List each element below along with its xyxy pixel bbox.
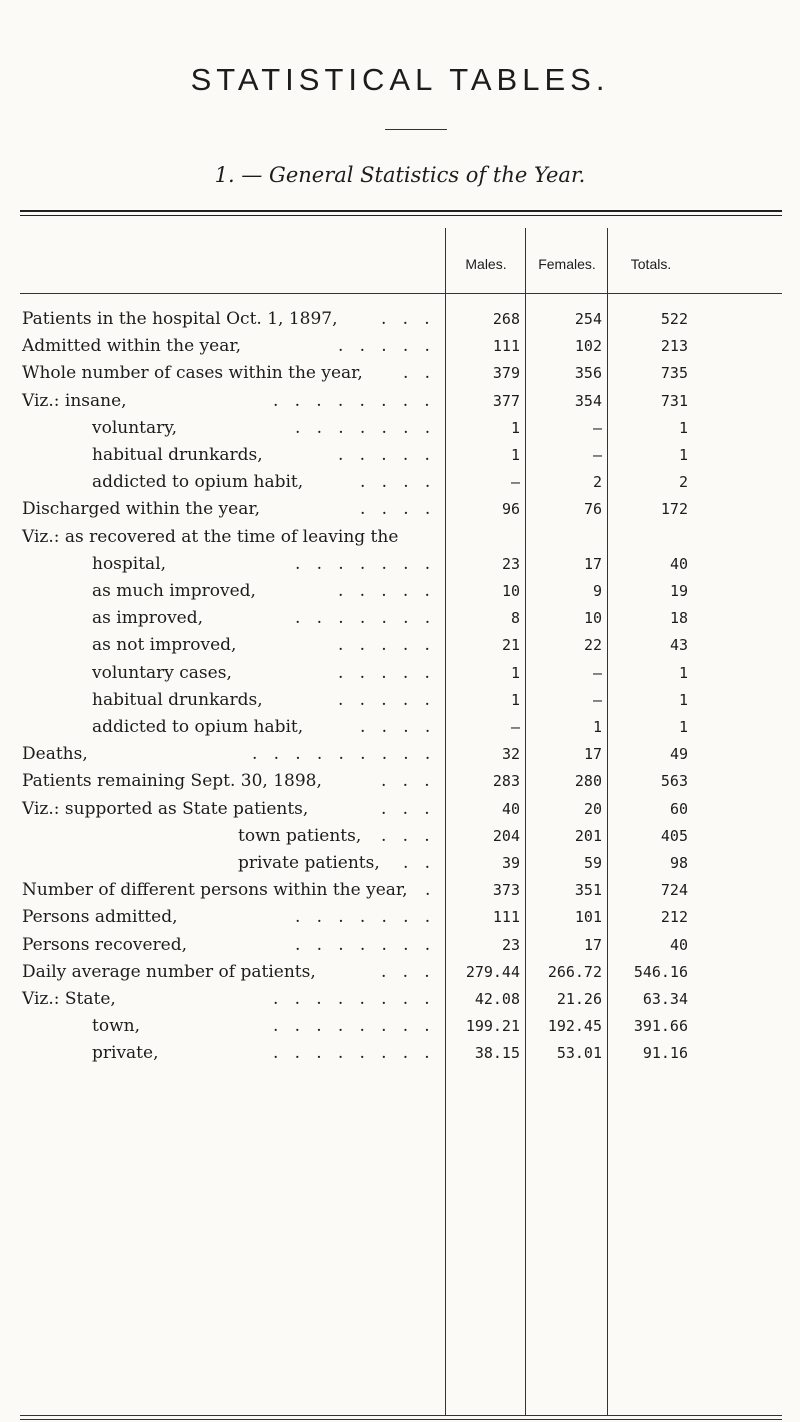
column-header-males: Males.: [465, 256, 507, 272]
table-row: [0, 305, 800, 333]
table-row: [0, 876, 800, 904]
table-row: [0, 659, 800, 687]
leader-dots: .: [425, 880, 431, 901]
cell-males: 111: [492, 908, 520, 927]
leader-dots: . . .: [381, 798, 430, 819]
leader-dots: . . . . . . . .: [273, 1043, 430, 1064]
cell-males: 10: [501, 582, 520, 600]
cell-females: 201: [574, 826, 602, 845]
cell-totals: 1: [678, 446, 688, 464]
leader-dots: . . . . . . . .: [273, 390, 430, 411]
table-row: [0, 414, 800, 442]
leader-dots: . .: [403, 853, 431, 873]
table-row: [0, 985, 800, 1013]
cell-males: 283: [492, 772, 520, 791]
cell-females: –: [592, 663, 602, 682]
table-row: [0, 903, 800, 931]
row-label: addicted to opium habit,: [92, 717, 304, 737]
table-row: [0, 740, 800, 768]
cell-males: 39: [501, 854, 520, 872]
cell-females: –: [592, 418, 602, 437]
cell-males: 96: [501, 500, 520, 519]
row-label: Admitted within the year,: [22, 336, 241, 357]
cell-females: 22: [583, 636, 602, 655]
cell-females: 192.45: [547, 1017, 602, 1036]
row-label: private patients,: [238, 853, 380, 873]
row-label: Patients in the hospital Oct. 1, 1897,: [22, 309, 338, 329]
cell-totals: 91.16: [642, 1044, 688, 1063]
row-label: Patients remaining Sept. 30, 1898,: [22, 771, 322, 792]
cell-females: 9: [592, 582, 602, 600]
leader-dots: . . . . . . . . .: [252, 744, 431, 765]
leader-dots: . . . . .: [338, 445, 430, 465]
row-label: Persons recovered,: [22, 934, 187, 955]
cell-males: 379: [492, 364, 520, 383]
cell-females: 53.01: [556, 1044, 602, 1063]
cell-totals: 1: [678, 718, 688, 736]
table-row: [0, 577, 800, 605]
cell-females: 59: [583, 854, 602, 872]
cell-totals: 731: [660, 391, 688, 410]
cell-totals: 735: [660, 364, 688, 383]
cell-males: 1: [510, 446, 520, 464]
leader-dots: . . .: [381, 825, 430, 846]
cell-totals: 212: [660, 908, 688, 927]
cell-totals: 1: [678, 663, 688, 682]
cell-males: 279.44: [465, 962, 520, 981]
cell-totals: 405: [660, 826, 688, 845]
cell-males: 1: [510, 663, 520, 682]
table-row: [0, 523, 800, 551]
row-label: Viz.: as recovered at the time of leaving the: [22, 526, 399, 547]
table-row: [0, 468, 800, 496]
table-row: [0, 931, 800, 959]
leader-dots: . . . . . . .: [295, 417, 431, 438]
cell-males: 204: [492, 826, 520, 845]
header-rule: [20, 293, 782, 294]
leader-dots: . . . . . . .: [295, 934, 431, 955]
cell-males: 38.15: [474, 1044, 520, 1063]
row-label: as much improved,: [92, 581, 256, 601]
cell-females: 266.72: [547, 962, 602, 981]
table-number: 1. —: [214, 163, 263, 187]
row-label: voluntary cases,: [92, 662, 232, 683]
table-row: [0, 332, 800, 360]
row-label: Whole number of cases within the year,: [22, 363, 363, 384]
page-title: STATISTICAL TABLES.: [190, 62, 610, 97]
cell-males: 268: [492, 310, 520, 328]
cell-totals: 391.66: [633, 1017, 688, 1036]
row-label: habitual drunkards,: [92, 689, 263, 710]
table-row: [0, 767, 800, 795]
cell-males: 1: [510, 418, 520, 437]
table-row: [0, 686, 800, 714]
table-bottom-rule: [20, 1415, 782, 1416]
cell-totals: 40: [669, 935, 688, 954]
cell-males: 23: [501, 935, 520, 954]
cell-males: 40: [501, 799, 520, 818]
cell-totals: 1: [678, 690, 688, 709]
cell-females: –: [592, 446, 602, 464]
table-row: [0, 387, 800, 415]
row-label: town,: [92, 1016, 140, 1037]
leader-dots: . . . . .: [338, 336, 430, 357]
row-label: town patients,: [238, 825, 362, 846]
cell-totals: 2: [678, 473, 688, 492]
leader-dots: . . . . . . .: [295, 608, 431, 629]
row-label: habitual drunkards,: [92, 445, 263, 465]
leader-dots: . . . . . . .: [295, 553, 431, 574]
leader-dots: . . . .: [360, 472, 431, 493]
leader-dots: . . . . .: [338, 689, 430, 710]
cell-males: 32: [501, 745, 520, 764]
row-label: Viz.: insane,: [22, 390, 127, 411]
leader-dots: . . .: [381, 961, 430, 982]
table-row: [0, 849, 800, 877]
cell-totals: 172: [660, 500, 688, 519]
cell-males: –: [510, 473, 520, 492]
table-row: [0, 1039, 800, 1067]
leader-dots: . . . . . . . .: [273, 1016, 430, 1037]
cell-males: 373: [492, 881, 520, 900]
row-label: Viz.: State,: [22, 989, 116, 1009]
cell-females: 76: [583, 500, 602, 519]
cell-males: 23: [501, 554, 520, 573]
cell-females: 351: [574, 881, 602, 900]
cell-females: 101: [574, 908, 602, 927]
leader-dots: . . . . . . .: [295, 907, 431, 928]
cell-totals: 60: [669, 799, 688, 818]
table-top-rule: [20, 210, 782, 216]
table-row: [0, 359, 800, 387]
leader-dots: . . . .: [360, 499, 431, 520]
cell-females: 254: [574, 310, 602, 328]
row-label: as not improved,: [92, 635, 237, 656]
leader-dots: . . .: [381, 309, 430, 329]
cell-females: 2: [592, 473, 602, 492]
cell-totals: 724: [660, 881, 688, 900]
table-row: [0, 631, 800, 659]
leader-dots: . . . . . . . .: [273, 989, 430, 1009]
row-label: private,: [92, 1043, 159, 1064]
cell-females: 354: [574, 391, 602, 410]
cell-females: 1: [592, 718, 602, 736]
cell-females: –: [592, 690, 602, 709]
row-label: Deaths,: [22, 744, 88, 765]
table-subtitle: [0, 163, 800, 187]
table-row: [0, 550, 800, 578]
table-caption: General Statistics of the Year.: [269, 163, 586, 187]
cell-females: 21.26: [556, 990, 602, 1008]
table-row: [0, 713, 800, 741]
cell-totals: 49: [669, 745, 688, 764]
cell-males: 1: [510, 690, 520, 709]
cell-males: 42.08: [474, 990, 520, 1008]
cell-males: 377: [492, 391, 520, 410]
cell-totals: 98: [669, 854, 688, 872]
row-label: Number of different persons within the year,: [22, 880, 408, 901]
table-row: [0, 958, 800, 986]
cell-females: 10: [583, 609, 602, 628]
cell-males: 199.21: [465, 1017, 520, 1036]
table-bottom-rule: [20, 1419, 782, 1420]
cell-females: 280: [574, 772, 602, 791]
table-row: [0, 604, 800, 632]
table-row: [0, 1012, 800, 1040]
cell-totals: 563: [660, 772, 688, 791]
row-label: as improved,: [92, 608, 204, 629]
cell-totals: 19: [669, 582, 688, 600]
row-label: addicted to opium habit,: [92, 472, 304, 493]
leader-dots: . . . . .: [338, 581, 430, 601]
table-row: [0, 495, 800, 523]
cell-males: 8: [510, 609, 520, 628]
row-label: voluntary,: [92, 417, 178, 438]
row-label: Viz.: supported as State patients,: [22, 798, 309, 819]
cell-females: 356: [574, 364, 602, 383]
cell-males: 21: [501, 636, 520, 655]
row-label: Discharged within the year,: [22, 499, 261, 520]
title-underline: [385, 129, 447, 130]
cell-males: –: [510, 718, 520, 736]
cell-males: 111: [492, 337, 520, 356]
leader-dots: . . . . .: [338, 635, 430, 656]
table-row: [0, 441, 800, 469]
cell-females: 17: [583, 554, 602, 573]
table-row: [0, 795, 800, 823]
cell-totals: 63.34: [642, 990, 688, 1008]
table-row: [0, 822, 800, 850]
cell-females: 17: [583, 935, 602, 954]
leader-dots: . .: [403, 363, 431, 384]
leader-dots: . . . . .: [338, 662, 430, 683]
column-header-totals: Totals.: [630, 256, 672, 272]
cell-totals: 43: [669, 636, 688, 655]
cell-totals: 213: [660, 337, 688, 356]
cell-totals: 1: [678, 418, 688, 437]
cell-females: 17: [583, 745, 602, 764]
row-label: hospital,: [92, 553, 167, 574]
cell-totals: 546.16: [633, 962, 688, 981]
cell-totals: 522: [660, 310, 688, 328]
cell-females: 20: [583, 799, 602, 818]
cell-totals: 40: [669, 554, 688, 573]
column-header-females: Females.: [538, 256, 596, 272]
cell-females: 102: [574, 337, 602, 356]
row-label: Persons admitted,: [22, 907, 178, 928]
row-label: Daily average number of patients,: [22, 961, 316, 982]
leader-dots: . . . .: [360, 717, 431, 737]
cell-totals: 18: [669, 609, 688, 628]
leader-dots: . . .: [381, 771, 430, 792]
